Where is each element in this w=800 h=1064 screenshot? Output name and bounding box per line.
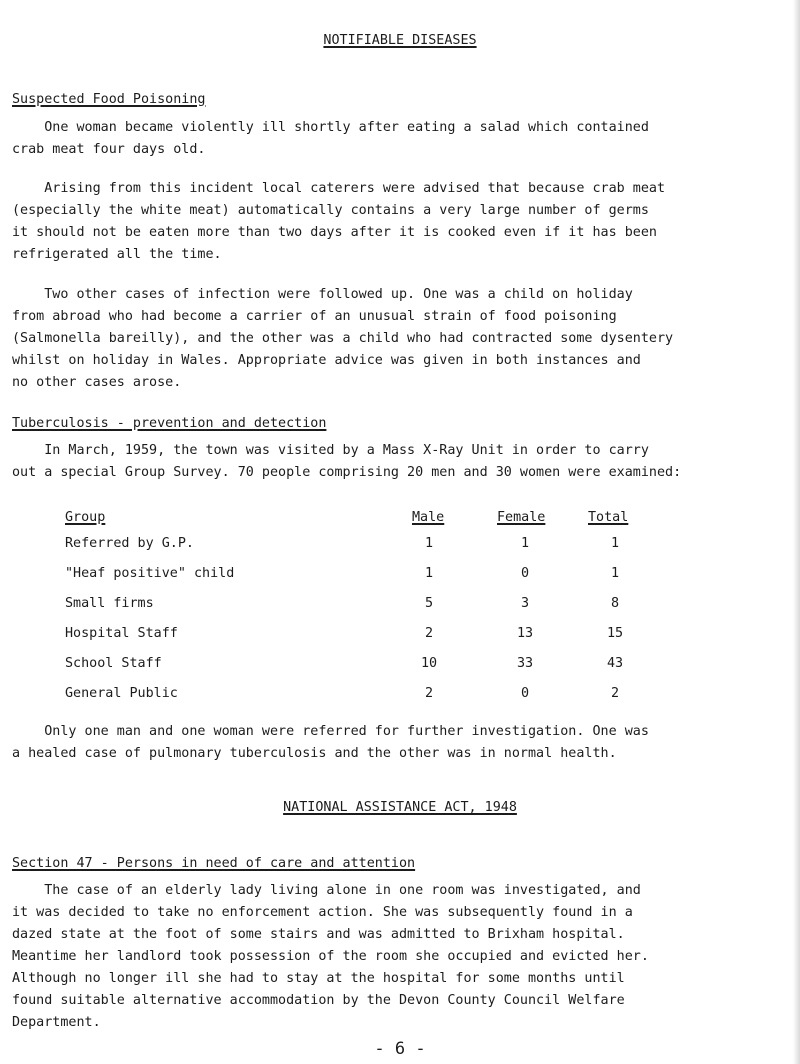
tb-intro-line-1: In March, 1959, the town was visited by a Mass X-Ray Unit in order to carry bbox=[12, 443, 649, 458]
food-p3-line-1: Two other cases of infection were followed up. One was a child on holiday bbox=[12, 287, 633, 302]
food-p1-line-1: One woman became violently ill shortly after eating a salad which contained bbox=[12, 120, 649, 135]
page-number: - 6 - bbox=[374, 1039, 426, 1059]
row-female: 3 bbox=[520, 596, 530, 611]
row-male: 10 bbox=[420, 656, 438, 671]
row-total: 43 bbox=[606, 656, 624, 671]
row-female: 0 bbox=[520, 686, 530, 701]
row-total: 1 bbox=[610, 566, 620, 581]
tb-outro-line-1: Only one man and one woman were referred for further investigation. One was bbox=[12, 724, 649, 739]
food-p2-line-1: Arising from this incident local caterers were advised that because crab meat bbox=[12, 181, 666, 196]
row-female: 13 bbox=[516, 626, 534, 641]
nat-para-line-5: Although no longer ill she had to stay at the hospital for some months until bbox=[12, 971, 625, 986]
row-group: "Heaf positive" child bbox=[65, 566, 235, 581]
row-total: 1 bbox=[610, 536, 620, 551]
row-male: 2 bbox=[424, 626, 434, 641]
row-group: School Staff bbox=[65, 656, 162, 671]
table-header-group: Group bbox=[65, 510, 106, 525]
row-group: Small firms bbox=[65, 596, 154, 611]
row-female: 1 bbox=[520, 536, 530, 551]
row-group: Referred by G.P. bbox=[65, 536, 194, 551]
page-edge-shadow bbox=[793, 0, 800, 1064]
row-male: 5 bbox=[424, 596, 434, 611]
section-heading-tuberculosis: Tuberculosis - prevention and detection bbox=[12, 416, 327, 431]
food-p3-line-3: (Salmonella bareilly), and the other was a child who had contracted some dysentery bbox=[12, 331, 674, 346]
row-female: 0 bbox=[520, 566, 530, 581]
food-p3-line-5: no other cases arose. bbox=[12, 375, 182, 390]
food-p3-line-4: whilst on holiday in Wales. Appropriate advice was given in both instances and bbox=[12, 353, 641, 368]
food-p1-line-2: crab meat four days old. bbox=[12, 142, 206, 157]
act-heading: NATIONAL ASSISTANCE ACT, 1948 bbox=[283, 800, 517, 815]
page-title: NOTIFIABLE DISEASES bbox=[323, 33, 477, 48]
row-group: Hospital Staff bbox=[65, 626, 178, 641]
row-male: 1 bbox=[424, 566, 434, 581]
nat-para-line-3: dazed state at the foot of some stairs and was admitted to Brixham hospital. bbox=[12, 927, 625, 942]
row-group: General Public bbox=[65, 686, 178, 701]
section-47-heading: Section 47 - Persons in need of care and attention bbox=[12, 856, 416, 871]
nat-para-line-4: Meantime her landlord took possession of the room she occupied and evicted her. bbox=[12, 949, 649, 964]
food-p2-line-3: it should not be eaten more than two days after it is cooked even if it has been bbox=[12, 225, 657, 240]
table-header-total: Total bbox=[588, 510, 629, 525]
table-header-female: Female bbox=[497, 510, 546, 525]
row-total: 15 bbox=[606, 626, 624, 641]
food-p3-line-2: from abroad who had become a carrier of an unusual strain of food poisoning bbox=[12, 309, 617, 324]
tb-intro-line-2: out a special Group Survey. 70 people comprising 20 men and 30 women were examined: bbox=[12, 465, 682, 480]
food-p2-line-2: (especially the white meat) automatically contains a very large number of germs bbox=[12, 203, 649, 218]
row-male: 1 bbox=[424, 536, 434, 551]
nat-para-line-7: Department. bbox=[12, 1015, 101, 1030]
nat-para-line-6: found suitable alternative accommodation by the Devon County Council Welfare bbox=[12, 993, 625, 1008]
section-heading-food-poisoning: Suspected Food Poisoning bbox=[12, 92, 206, 107]
row-total: 8 bbox=[610, 596, 620, 611]
row-male: 2 bbox=[424, 686, 434, 701]
nat-para-line-2: it was decided to take no enforcement action. She was subsequently found in a bbox=[12, 905, 633, 920]
row-female: 33 bbox=[516, 656, 534, 671]
nat-para-line-1: The case of an elderly lady living alone in one room was investigated, and bbox=[12, 883, 641, 898]
tb-outro-line-2: a healed case of pulmonary tuberculosis and the other was in normal health. bbox=[12, 746, 617, 761]
table-header-male: Male bbox=[412, 510, 445, 525]
row-total: 2 bbox=[610, 686, 620, 701]
food-p2-line-4: refrigerated all the time. bbox=[12, 247, 222, 262]
